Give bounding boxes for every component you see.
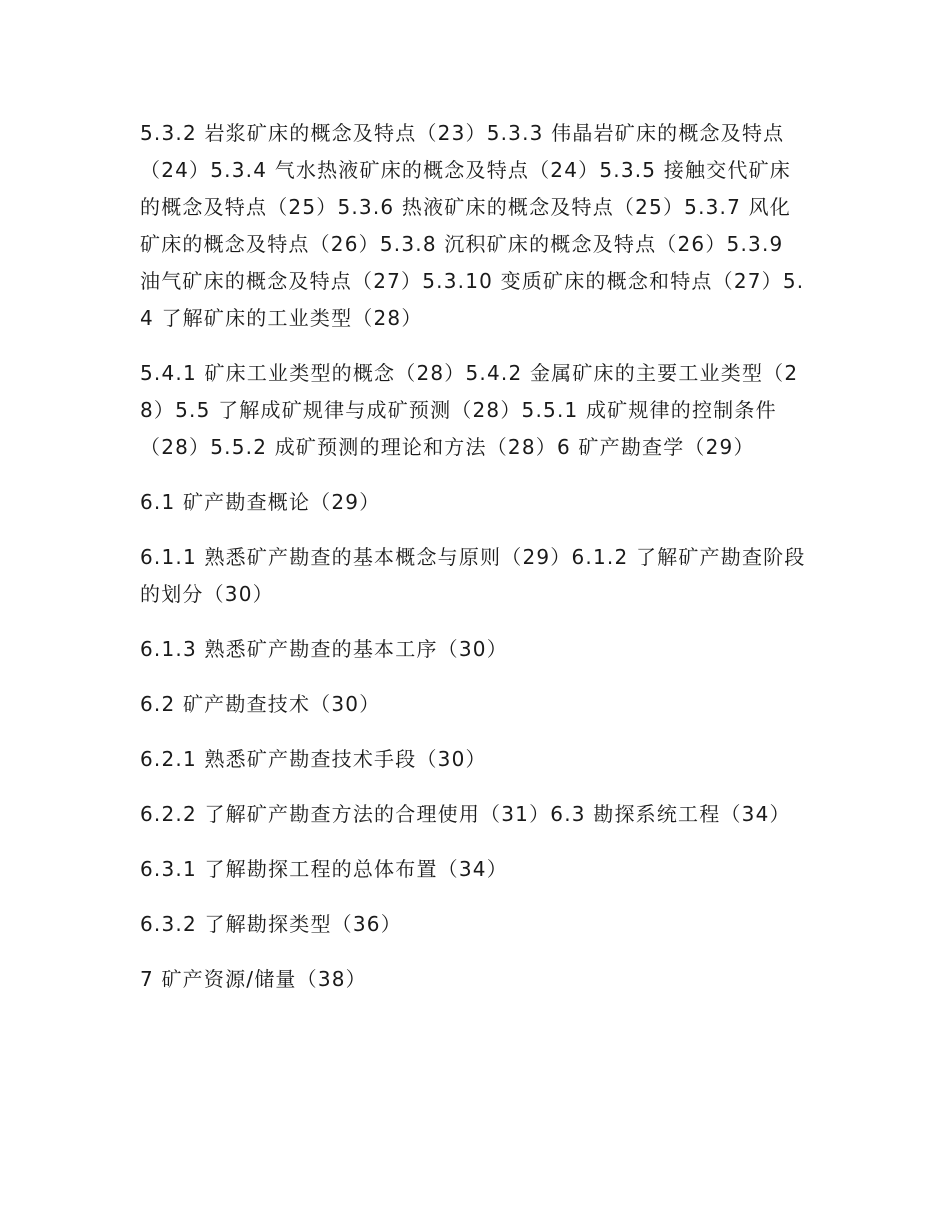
toc-paragraph: 6.1 矿产勘查概论（29） — [140, 490, 381, 514]
toc-paragraph: 5.4.1 矿床工业类型的概念（28）5.4.2 金属矿床的主要工业类型（28）5.5 了解成矿规律与成矿预测（28）5.5.1 成矿规律的控制条件（28）5.5.2 成矿预测的理论和方法（28）6 矿产勘查学（29） — [140, 361, 799, 459]
toc-paragraph: 6.3.2 了解勘探类型（36） — [140, 912, 402, 936]
toc-paragraph: 6.1.1 熟悉矿产勘查的基本概念与原则（29）6.1.2 了解矿产勘查阶段的划分（30） — [140, 545, 806, 606]
toc-paragraph: 5.3.2 岩浆矿床的概念及特点（23）5.3.3 伟晶岩矿床的概念及特点（24）5.3.4 气水热液矿床的概念及特点（24）5.3.5 接触交代矿床的概念及特点（25）5.3.6 热液矿床的概念及特点（25）5.3.7 风化矿床的概念及特点（26）5.3.8 沉积矿床的概念及特点（26）5.3.9 油气矿床的概念及特点（27）5.3.10 变质矿床的概念和特点（27）5.4 了解矿床的工业类型（28） — [140, 121, 805, 330]
toc-paragraph: 6.2 矿产勘查技术（30） — [140, 692, 381, 716]
toc-paragraph: 6.1.3 熟悉矿产勘查的基本工序（30） — [140, 637, 508, 661]
document-body — [140, 115, 810, 1016]
toc-paragraph: 6.3.1 了解勘探工程的总体布置（34） — [140, 857, 508, 881]
toc-paragraph: 6.2.2 了解矿产勘查方法的合理使用（31）6.3 勘探系统工程（34） — [140, 802, 791, 826]
toc-paragraph: 6.2.1 熟悉矿产勘查技术手段（30） — [140, 747, 487, 771]
toc-paragraph: 7 矿产资源/储量（38） — [140, 967, 367, 991]
